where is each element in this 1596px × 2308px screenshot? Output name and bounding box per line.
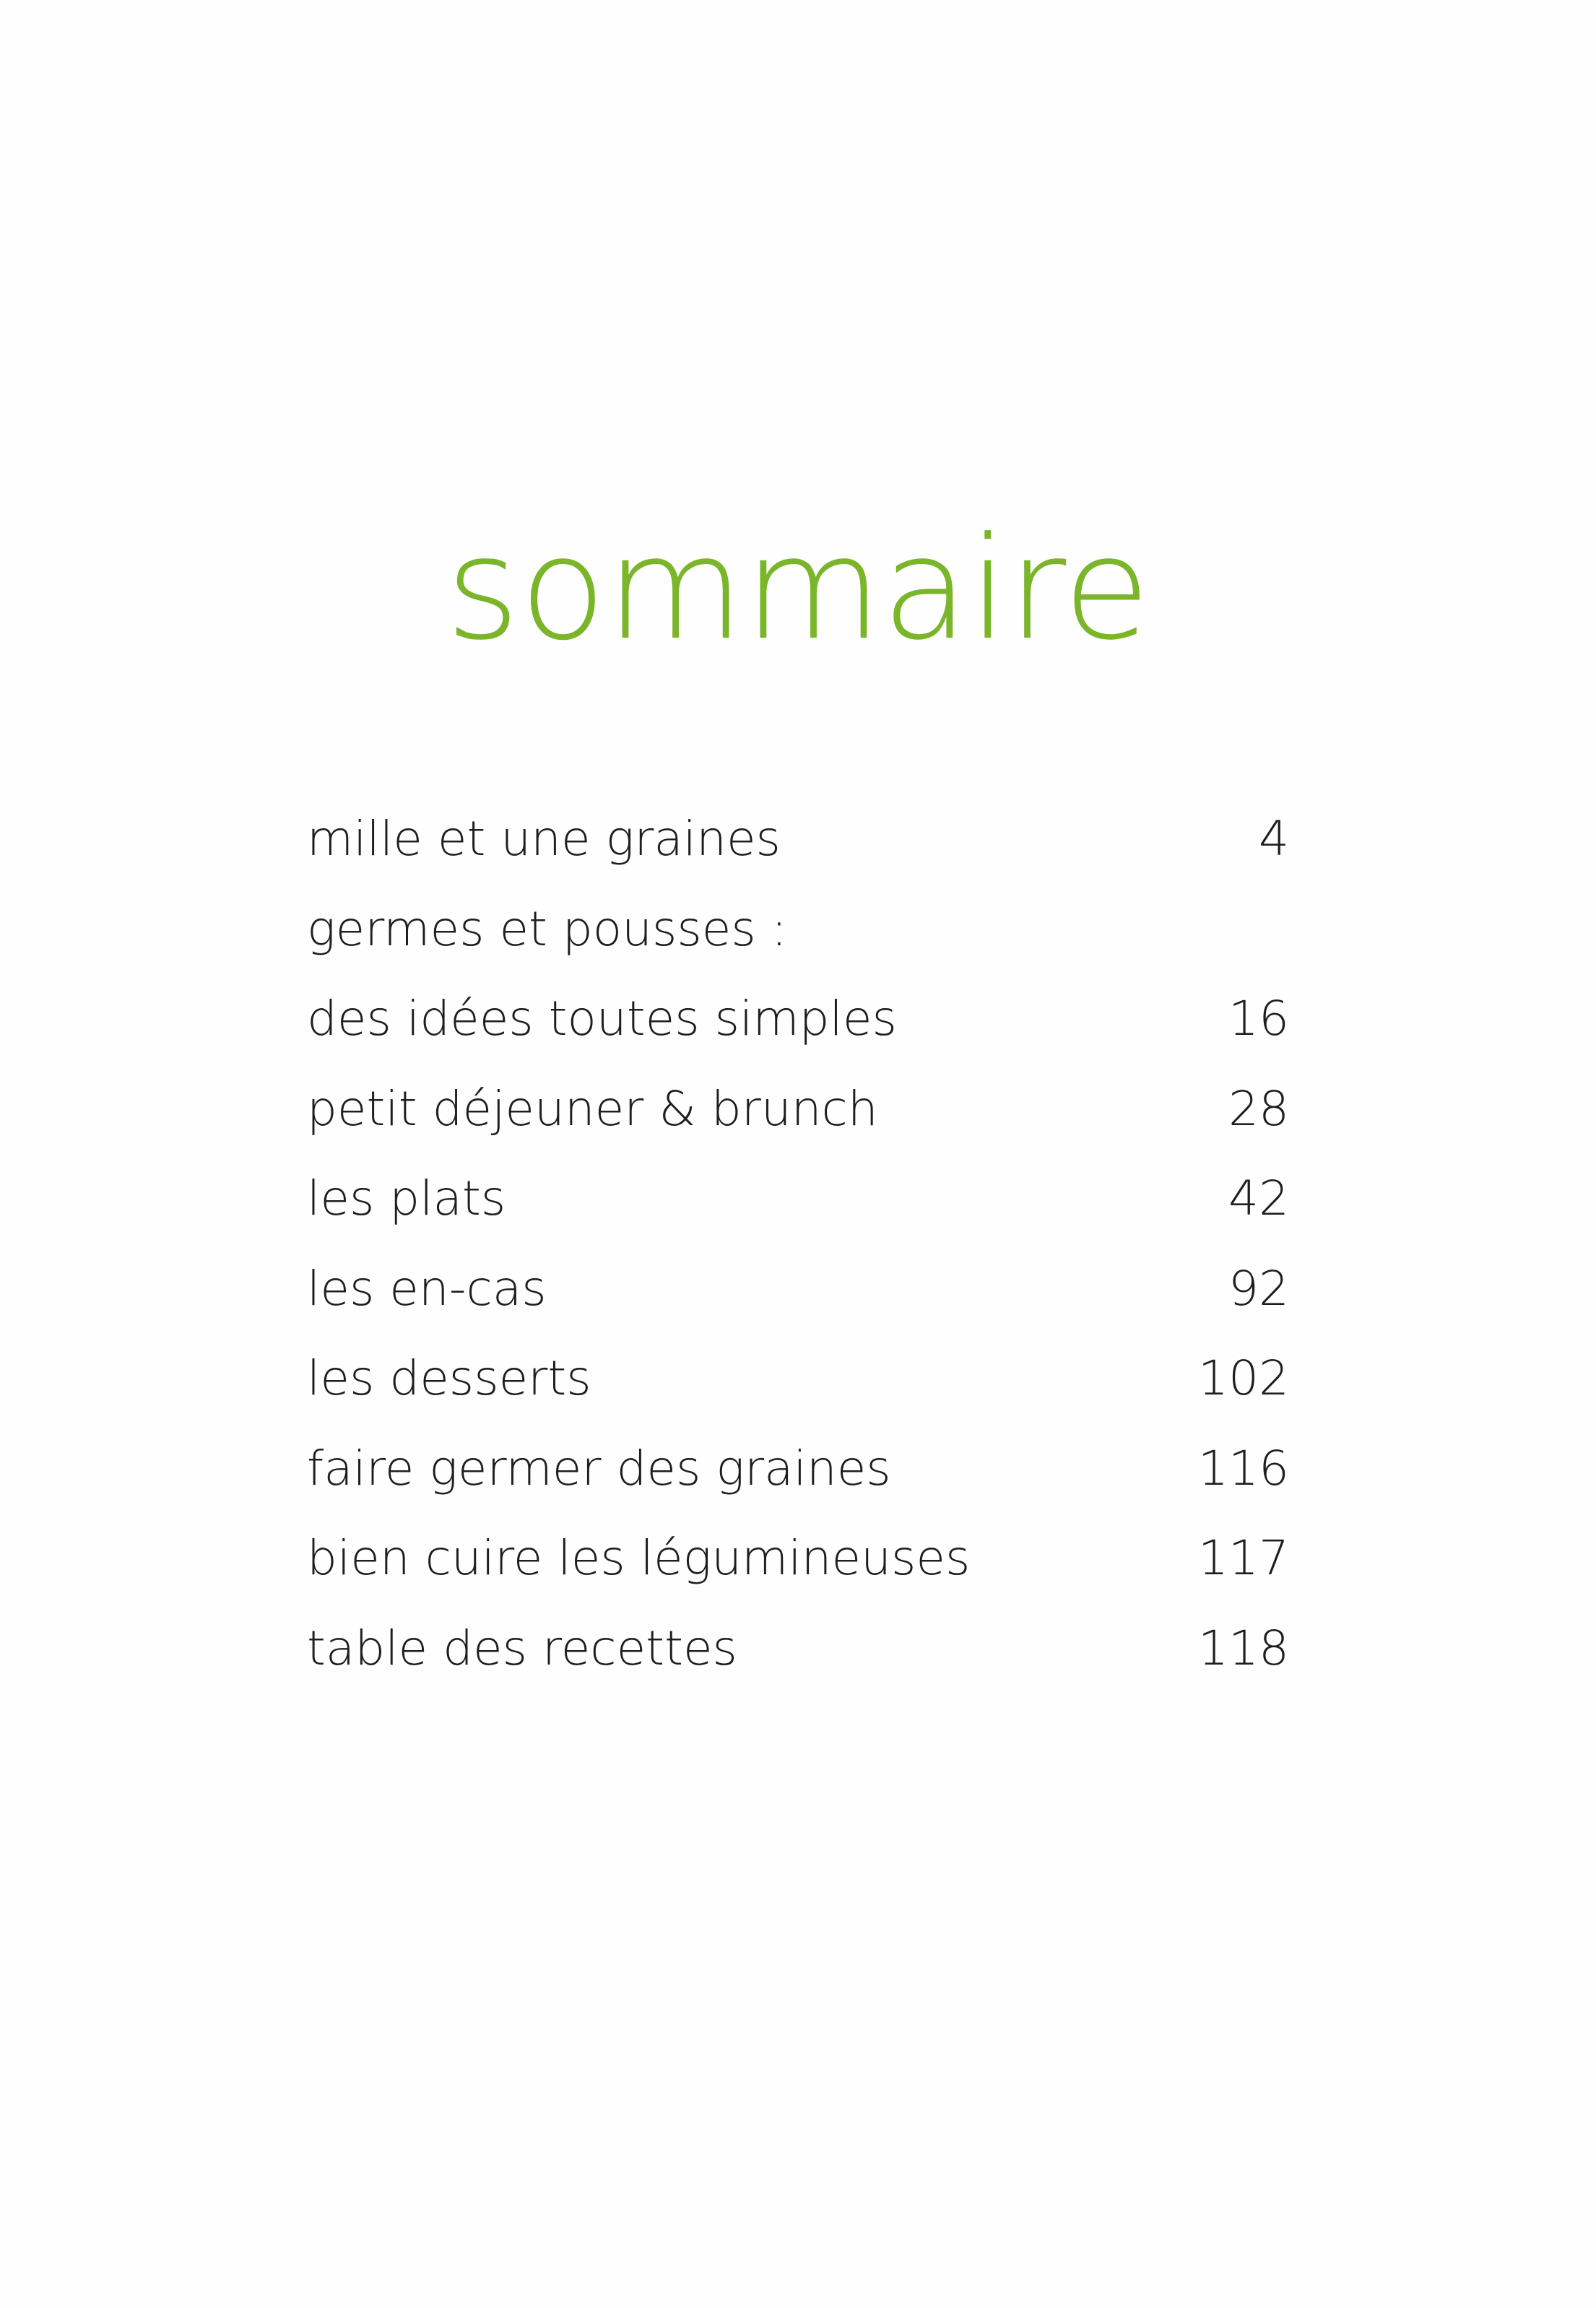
toc-entry-label: les plats <box>307 1171 506 1226</box>
toc-entry-page: 118 <box>1198 1620 1289 1676</box>
toc-entry-page: 4 <box>1259 811 1289 867</box>
toc-entry-label: mille et une graines <box>307 811 781 867</box>
toc-entry <box>307 1154 1289 1244</box>
table-of-contents <box>307 794 1289 1693</box>
toc-entry-page: 102 <box>1198 1350 1289 1406</box>
toc-entry-page: 42 <box>1228 1171 1289 1226</box>
toc-entry <box>307 974 1289 1064</box>
toc-entry-page: 16 <box>1228 991 1289 1046</box>
toc-entry <box>307 1604 1289 1694</box>
toc-entry <box>307 1334 1289 1424</box>
toc-entry-label: les en-cas <box>307 1260 547 1316</box>
toc-entry-page: 116 <box>1198 1440 1289 1496</box>
toc-entry-page: 117 <box>1198 1530 1289 1586</box>
toc-entry-label: bien cuire les légumineuses <box>307 1530 971 1586</box>
toc-entry-label: faire germer des graines <box>307 1440 891 1496</box>
toc-entry <box>307 885 1289 975</box>
toc-entry-page: 92 <box>1228 1260 1289 1316</box>
page-title: sommaire <box>446 507 1150 672</box>
toc-entry-label: les desserts <box>307 1350 591 1406</box>
toc-entry-label: germes et pousses : <box>307 901 787 957</box>
toc-entry-page: 28 <box>1228 1080 1289 1137</box>
toc-entry <box>307 1424 1289 1514</box>
toc-entry-label: petit déjeuner & brunch <box>307 1080 878 1137</box>
toc-entry <box>307 1514 1289 1604</box>
toc-entry <box>307 1064 1289 1155</box>
toc-entry-label: table des recettes <box>307 1620 737 1676</box>
toc-entry <box>307 794 1289 885</box>
toc-entry <box>307 1244 1289 1335</box>
toc-entry-label: des idées toutes simples <box>307 991 897 1046</box>
